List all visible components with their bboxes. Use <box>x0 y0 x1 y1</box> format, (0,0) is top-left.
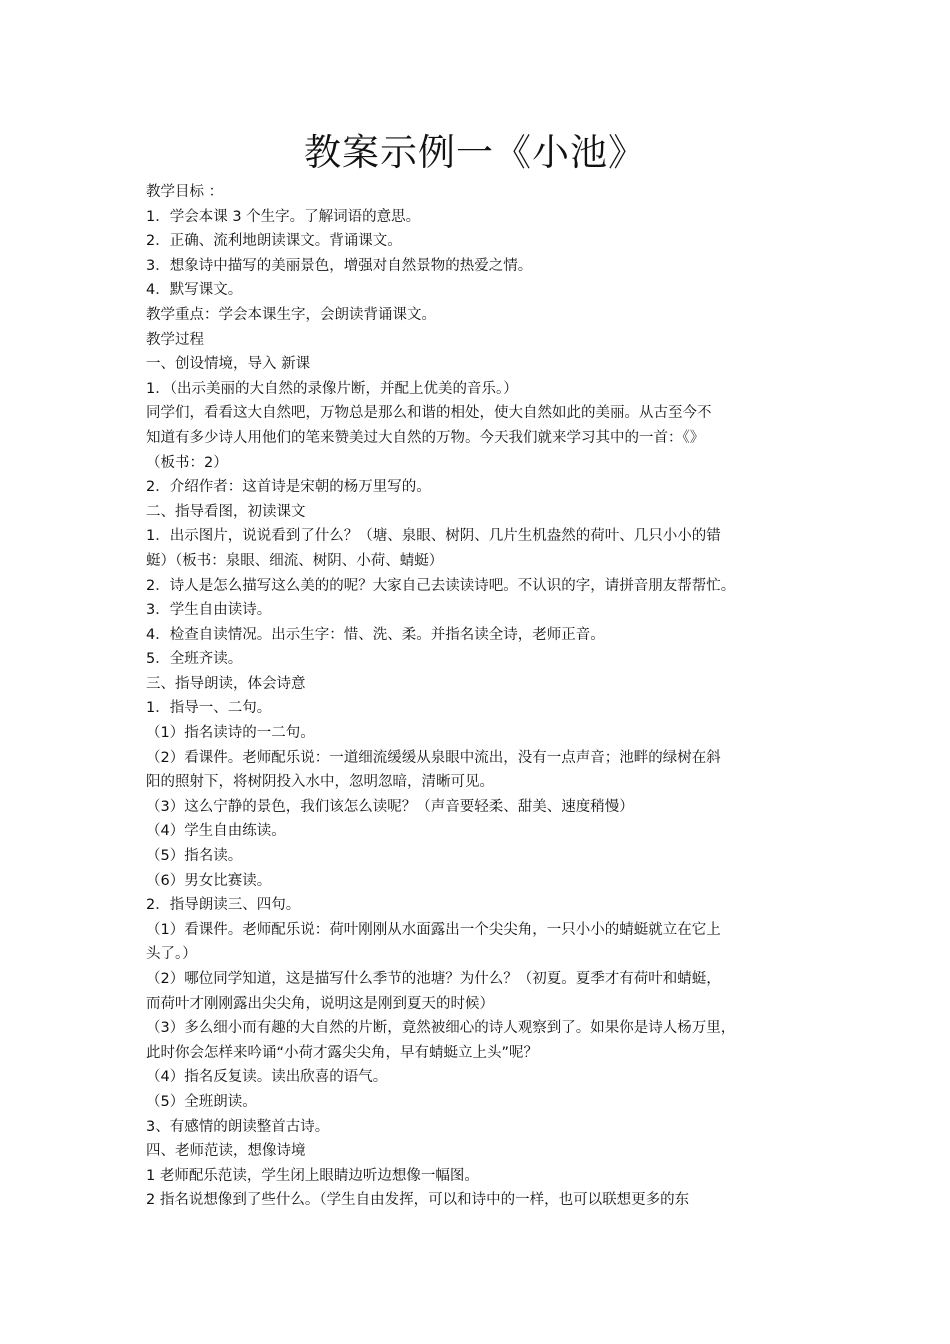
text-line: 2．指导朗读三、四句。 <box>146 897 301 914</box>
text-line: 2 指名说想像到了些什么。（学生自由发挥，可以和诗中的一样，也可以联想更多的东 <box>146 1192 690 1209</box>
text-line: 蜓）（板书：泉眼、细流、树阴、小荷、蜻蜓） <box>146 552 444 569</box>
text-line: 此时你会怎样来吟诵“小荷才露尖尖角，早有蜻蜓立上头”呢？ <box>146 1044 539 1061</box>
text-line: 教学重点：学会本课生字，会朗读背诵课文。 <box>146 306 436 323</box>
text-line: （3）多么细小而有趣的大自然的片断，竟然被细心的诗人观察到了。如果你是诗人杨万里， <box>146 1020 736 1037</box>
text-line: （2）哪位同学知道，这是描写什么季节的池塘？为什么？（初夏。夏季才有荷叶和蜻蜓， <box>146 971 721 987</box>
text-line: 头了。） <box>146 946 197 963</box>
text-line: 1．指导一、二句。 <box>146 700 272 717</box>
text-line: （1）看课件。老师配乐说：荷叶刚刚从水面露出一个尖尖角，一只小小的蜻蜓就立在它上 <box>146 921 721 938</box>
text-line: 1．（出示美丽的大自然的录像片断，并配上优美的音乐。） <box>146 380 518 397</box>
text-line: （4）学生自由练读。 <box>146 823 286 840</box>
text-line: 1 老师配乐范读，学生闭上眼睛边听边想像一幅图。 <box>146 1167 479 1184</box>
text-line: 3．学生自由读诗。 <box>146 602 272 619</box>
text-line: 一、创设情境，导入 新课 <box>146 356 311 373</box>
text-line: 四、老师范读，想像诗境 <box>146 1143 306 1160</box>
text-line: 同学们，看看这大自然吧，万物总是那么和谐的相处，使大自然如此的美丽。从古至今不 <box>146 405 712 422</box>
document-body <box>146 180 826 1213</box>
text-line: （1）指名读诗的一二句。 <box>146 725 315 742</box>
text-line: 3、有感情的朗读整首古诗。 <box>146 1118 330 1135</box>
text-line: 三、指导朗读，体会诗意 <box>146 675 306 692</box>
text-line: 知道有多少诗人用他们的笔来赞美过大自然的万物。今天我们就来学习其中的一首：《》 <box>146 429 705 446</box>
text-line: 而荷叶才刚刚露出尖尖角，说明这是刚到夏天的时候） <box>146 995 494 1012</box>
text-line: 2．正确、流利地朗读课文。背诵课文。 <box>146 233 402 250</box>
text-line: 教学过程 <box>146 331 204 348</box>
text-line: 5．全班齐读。 <box>146 651 243 668</box>
text-line: 4．默写课文。 <box>146 282 243 299</box>
text-line: 3．想象诗中描写的美丽景色，增强对自然景物的热爱之情。 <box>146 257 533 274</box>
document-title: 教案示例一《小池》 <box>304 131 646 174</box>
text-line: 阳的照射下，将树阴投入水中，忽明忽暗，清晰可见。 <box>146 774 494 791</box>
text-line: （5）指名读。 <box>146 848 243 865</box>
text-line: （板书：2） <box>146 454 228 471</box>
text-line: （6）男女比赛读。 <box>146 872 272 889</box>
text-line: 2．介绍作者：这首诗是宋朝的杨万里写的。 <box>146 479 431 496</box>
text-line: （5）全班朗读。 <box>146 1093 257 1110</box>
text-line: （2）看课件。老师配乐说：一道细流缓缓从泉眼中流出，没有一点声音；池畔的绿树在斜 <box>146 749 721 766</box>
text-line: 二、指导看图，初读课文 <box>146 503 306 520</box>
text-line: 4．检查自读情况。出示生字：惜、洗、柔。并指名读全诗，老师正音。 <box>146 626 605 643</box>
text-line: 2．诗人是怎么描写这么美的的呢？大家自己去读读诗吧。不认识的字，请拼音朋友帮帮忙。 <box>146 577 736 594</box>
text-line: （4）指名反复读。读出欣喜的语气。 <box>146 1069 388 1086</box>
text-line: 1．学会本课 3 个生字。了解词语的意思。 <box>146 208 421 225</box>
text-line: （3）这么宁静的景色，我们该怎么读呢？（声音要轻柔、甜美、速度稍慢） <box>146 798 634 815</box>
text-line: 1．出示图片，说说看到了什么？（塘、泉眼、树阴、几片生机盎然的荷叶、几只小小的错 <box>146 528 721 545</box>
text-line: 教学目标 ： <box>146 184 224 200</box>
